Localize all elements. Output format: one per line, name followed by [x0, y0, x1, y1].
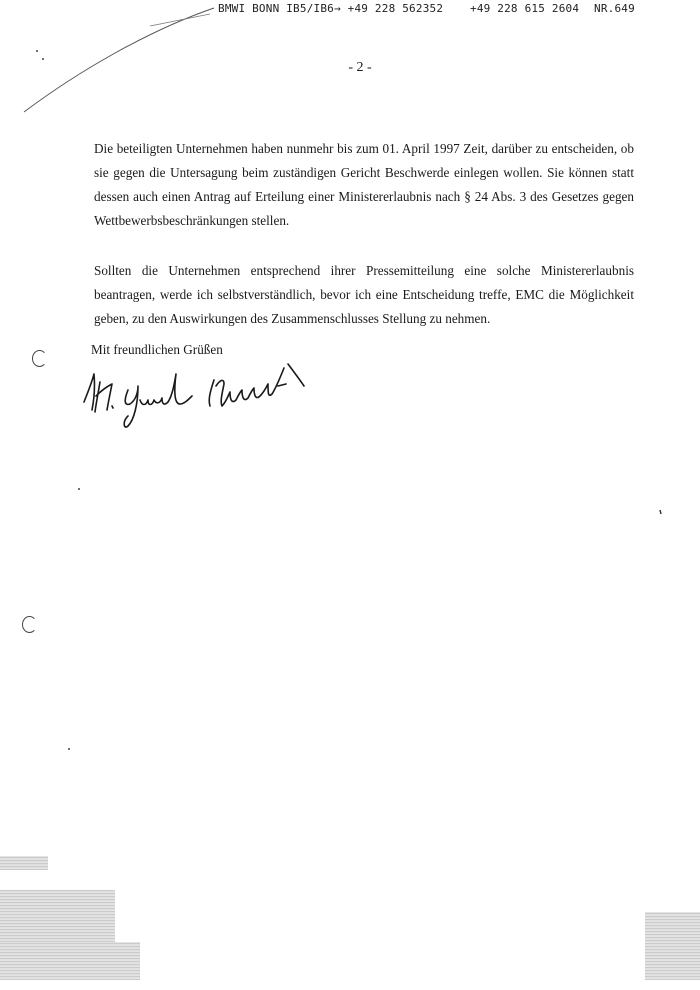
paragraph-ministerial-permit: Sollten die Unternehmen entsprechend ihrer Pressemitteilung eine solche Ministererlaubnis beantragen, werde ich selbstverständlich, bevor ich eine Entscheidung treffe, EMC die Möglichkeit geben, zu den Auswirkungen des Zusammenschlusses Stellung zu nehmen. — [94, 263, 634, 327]
fax-sender: BMWI BONN IB5/IB6 — [218, 2, 334, 15]
fax-number: +49 228 615 2604 — [470, 2, 580, 15]
scan-noise — [645, 912, 700, 980]
punch-hole-mark — [22, 616, 37, 633]
scan-noise — [0, 890, 115, 942]
fax-recipient: → +49 228 562352 — [334, 2, 444, 15]
scan-speck — [36, 50, 38, 52]
scan-noise — [0, 942, 140, 980]
punch-hole-mark — [32, 350, 47, 367]
scan-speck — [42, 58, 44, 60]
handwritten-signature — [82, 360, 322, 432]
paragraph-deadline: Die beteiligten Unternehmen haben nunmehr bis zum 01. April 1997 Zeit, darüber zu entscheiden, ob sie gegen die Untersagung beim zuständigen Gericht Beschwerde einlegen wollen. Sie können statt dessen auch einen Antrag auf Erteilung einer Ministererlaubnis nach § 24 Abs. 3 des Gesetzes gegen Wettbewerbsbeschränkungen stellen. — [94, 141, 634, 229]
closing-salutation: Mit freundlichen Grüßen — [91, 342, 223, 357]
scan-speck — [68, 748, 70, 750]
scan-speck — [78, 488, 80, 490]
fax-page-ref: NR.649 — [594, 2, 635, 15]
page-number: - 2 - — [348, 60, 372, 75]
scan-noise — [0, 856, 48, 870]
fax-header — [214, 2, 700, 18]
